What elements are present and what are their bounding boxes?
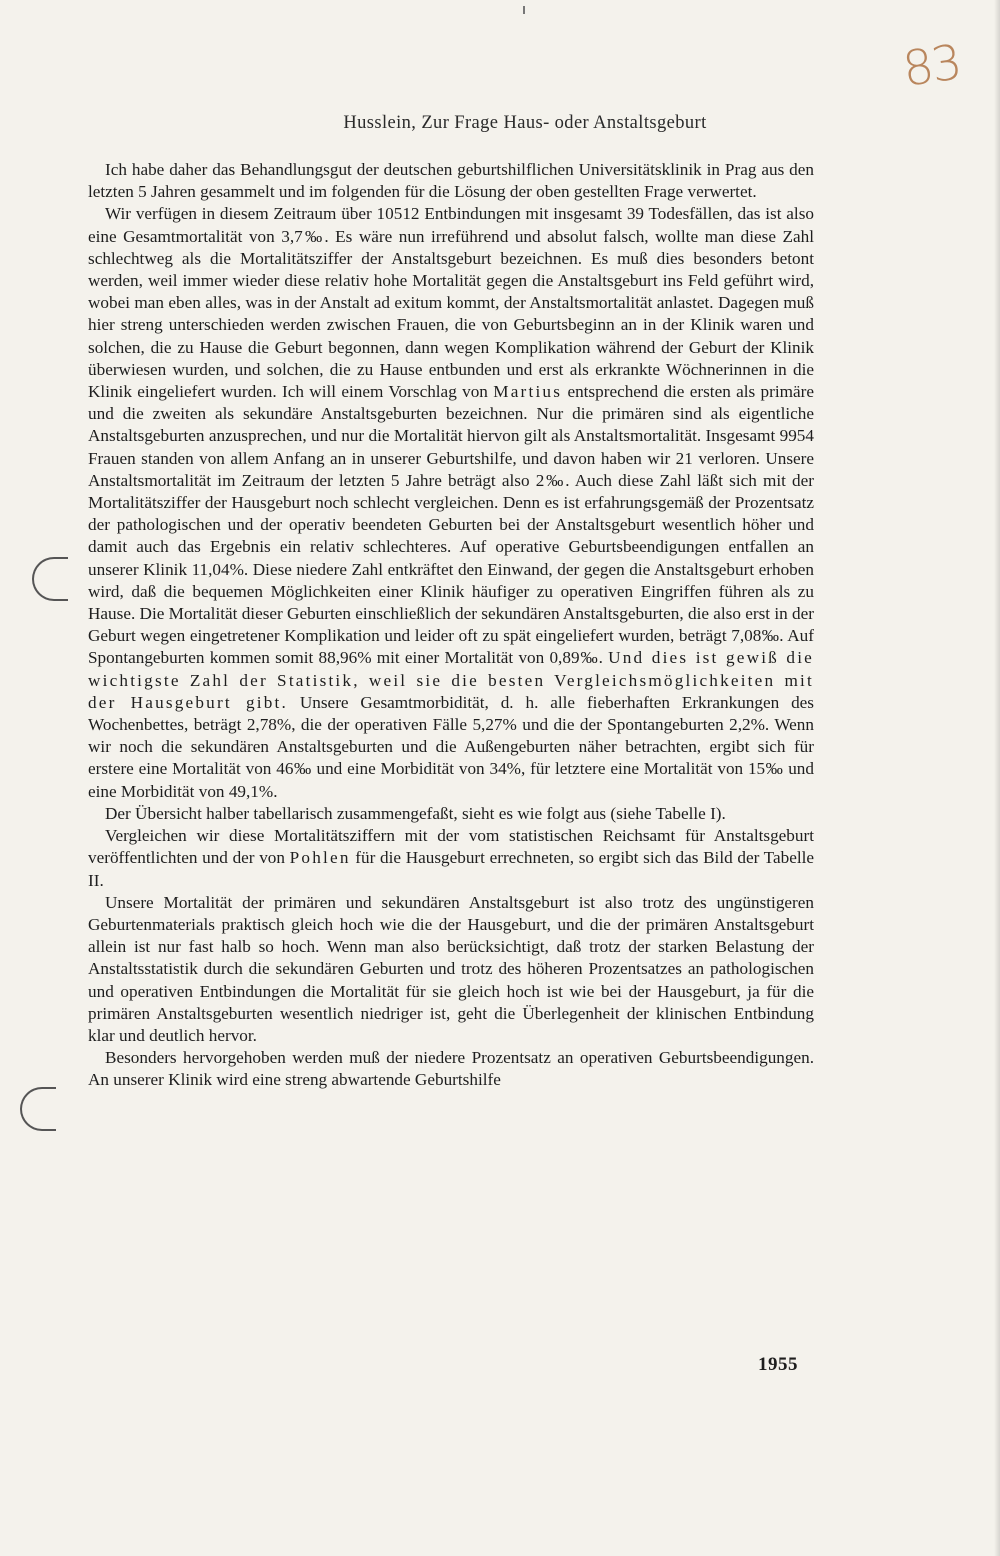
spaced-emphasis-text: Martius (493, 382, 563, 402)
paragraph-text: Unsere Mortalität der primären und sekundären Anstaltsgeburt ist also trotz des ungünstigeren Geburtenmaterials praktisch gleich hoch wie die der Hausgeburt, und die der primären Anstaltsgeburt allein ist nur fast halb so hoch. Wenn man also berücksichtigt, daß trotz der starken Belastung der Anstaltsstatistik durch die sekundären Geburten und trotz des höheren Prozentsatzes an pathologischen und operativen Entbindungen die Mortalität für sie gleich hoch ist wie bei der Hausgeburt, ja für die primären Anstaltsgeburten wesentlich niedriger ist, geht die Überlegenheit der klinischen Entbindung klar und deutlich hervor. (88, 892, 814, 1045)
spaced-emphasis-text: Pohlen (289, 848, 351, 868)
spaced-emphasis-text: Und dies ist gewiß die wichtigste Zahl der Statistik, weil sie die besten Vergleichsmöglichkeiten mit der Hausgeburt gibt. (88, 648, 815, 712)
paragraph-text: entsprechend die ersten als primäre und die zweiten als sekundäre Anstaltsgeburten bezeichnen. Nur die primären sind als eigentliche Anstaltsgeburten anzusprechen, und nur die Mortalität hiervon gilt als Anstaltsmortalität. Insgesamt 9954 Frauen standen von allem Anfang an in unserer Geburtshilfe, und davon haben wir 21 verloren. Unsere Anstaltsmortalität im Zeitraum der letzten 5 Jahre beträgt also 2‰. Auch diese Zahl läßt sich mit der Mortalitätsziffer der Hausgeburt noch schlecht vergleichen. Denn es ist erfahrungsgemäß der Prozentsatz der pathologischen und der operativ beendeten Geburten bei der Anstaltsgeburt wesentlich höher und damit auch das Ergebnis ein relativ schlechteres. Auf operative Geburtsbeendigungen entfallen an unserer Klinik 11,04%. Diese niedere Zahl entkräftet den Einwand, der gegen die Anstaltsgeburt erhoben wird, daß die bequemen Möglichkeiten einer Klinik häufiger zu operativen Eingriffen führen als zu Hause. Die Mortalität dieser Geburten einschließlich der sekundären Anstaltsgeburten, die also erst in der Geburt wegen eingetretener Komplikation und leider oft zu spät eingeliefert wurden, beträgt 7,08‰. Auf Spontangeburten kommen somit 88,96% mit einer Mortalität von 0,89‰. (88, 382, 814, 668)
paragraph (88, 825, 814, 892)
paragraph (88, 159, 814, 203)
punch-hole (20, 1087, 56, 1131)
paragraph (88, 803, 814, 825)
page-number: 1955 (758, 1354, 798, 1375)
running-head-text: Husslein, Zur Frage Haus- oder Anstaltsgeburt (343, 113, 707, 133)
paragraph-text: Der Übersicht halber tabellarisch zusammengefaßt, sieht es wie folgt aus (siehe Tabelle I). (105, 803, 726, 823)
page-mark (523, 6, 525, 14)
paragraph (88, 1047, 814, 1091)
paragraph-text: Besonders hervorgehoben werden muß der niedere Prozentsatz an operativen Geburtsbeendigungen. An unserer Klinik wird eine streng abwartende Geburtshilfe (88, 1048, 814, 1090)
paragraph (88, 203, 814, 802)
body-text (88, 159, 814, 1092)
paragraph (88, 892, 814, 1047)
paragraph-text: für die Hausgeburt errechneten, so ergibt sich das Bild der Tabelle II. (88, 848, 815, 890)
paragraph-text: Ich habe daher das Behandlungsgut der deutschen geburtshilflichen Universitätsklinik in Prag aus den letzten 5 Jahren gesammelt und im folgenden für die Lösung der oben gestellten Frage verwertet. (88, 160, 814, 202)
paragraph-text: Unsere Gesamtmorbidität, d. h. alle fieberhaften Erkrankungen des Wochenbettes, beträgt 2,78%, die der operativen Fälle 5,27% und die der Spontangeburten 2,2%. Wenn wir noch die sekundären Anstaltsgeburten und die Außengeburten näher betrachten, ergibt sich für erstere eine Mortalität von 46‰ und eine Morbidität von 34%, für letztere eine Mortalität von 15‰ und eine Morbidität von 49,1%. (88, 692, 814, 801)
paragraph-text: Wir verfügen in diesem Zeitraum über 10512 Entbindungen mit insgesamt 39 Todesfällen, das ist also eine Gesamtmortalität von 3,7‰. Es wäre nun irreführend und absolut falsch, wollte man diese Zahl schlechtweg als die Mortalitätsziffer der Anstaltsgeburt bezeichnen. Es muß dies besonders betont werden, weil immer wieder diese relativ hohe Mortalität gegen die Anstaltsgeburt ins Feld geführt wird, wobei man eben alles, was in der Anstalt ad exitum kommt, der Anstaltsmortalität anlastet. Dagegen muß hier streng unterschieden werden zwischen Frauen, die von Geburtsbeginn an in der Klinik waren und solchen, die zu Hause die Geburt begonnen, dann wegen Komplikation während der Geburt der Klinik überwiesen wurden, und solchen, die zu Hause entbunden und erst als erkrankte Wöchnerinnen in die Klinik eingeliefert wurden. Ich will einem Vorschlag von (88, 204, 814, 402)
punch-hole (32, 557, 68, 601)
paragraph-text: Vergleichen wir diese Mortalitätsziffern mit der vom statistischen Reichsamt für Anstaltsgeburt veröffentlichten und der von (88, 826, 814, 868)
handwritten-page-note: 83 (899, 34, 964, 98)
running-head (0, 113, 962, 134)
